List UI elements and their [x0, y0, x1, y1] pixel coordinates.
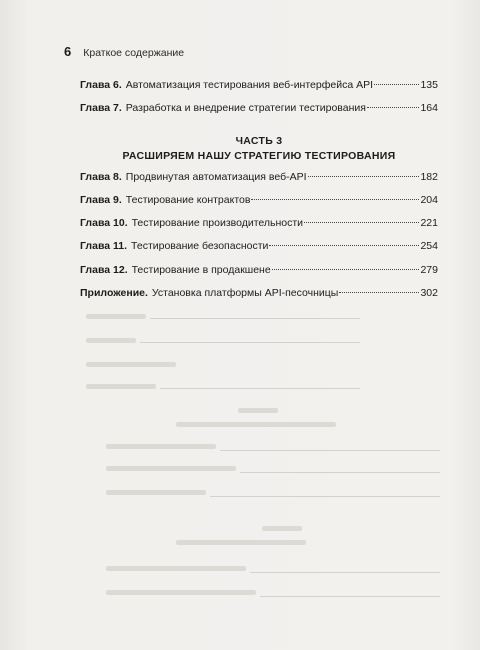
toc-entry	[80, 101, 438, 115]
part-heading	[80, 135, 438, 162]
page-number: 6	[64, 44, 72, 59]
toc-entry-title: Установка платформы API-песочницы	[151, 287, 339, 299]
toc-entry-label: Глава 7.	[80, 102, 122, 114]
toc-entry-label: Приложение.	[80, 287, 148, 299]
toc-entry-page: 135	[420, 79, 438, 91]
toc-entry-title: Разработка и внедрение стратегии тестирования	[125, 102, 366, 114]
leader-dots	[367, 107, 420, 108]
toc-entry-title: Тестирование безопасности	[131, 240, 269, 252]
toc-entry	[80, 263, 438, 277]
toc-entry-page: 164	[420, 102, 438, 114]
leader-dots	[272, 269, 420, 270]
page-header	[64, 44, 184, 59]
toc-entry-title: Тестирование производительности	[131, 217, 304, 229]
leader-dots	[374, 84, 419, 85]
toc-entry-page: 221	[420, 217, 438, 229]
toc-entry-page: 182	[420, 171, 438, 183]
show-through-texture	[0, 300, 480, 650]
toc-entry-label: Глава 11.	[80, 240, 128, 252]
leader-dots	[304, 222, 419, 223]
toc-entry-page: 279	[420, 264, 438, 276]
toc-entry-label: Глава 6.	[80, 79, 122, 91]
leader-dots	[308, 176, 420, 177]
toc-entry-page: 254	[420, 240, 438, 252]
toc-entry-title: Автоматизация тестирования веб-интерфейса API	[125, 79, 374, 91]
toc-entry	[80, 239, 438, 253]
toc-entry-label: Глава 9.	[80, 194, 122, 206]
toc-entry	[80, 216, 438, 230]
toc-entry-label: Глава 12.	[80, 264, 128, 276]
toc-entry-title: Тестирование контрактов	[125, 194, 251, 206]
toc-entry-label: Глава 8.	[80, 171, 122, 183]
toc-entry-label: Глава 10.	[80, 217, 128, 229]
toc-entry-title: Тестирование в продакшене	[131, 264, 271, 276]
part-title: ЧАСТЬ 3	[235, 135, 283, 147]
running-title: Краткое содержание	[83, 47, 185, 59]
toc-entry	[80, 286, 438, 300]
toc-entry-title: Продвинутая автоматизация веб-API	[125, 171, 307, 183]
toc-entry-page: 302	[420, 287, 438, 299]
toc-entry	[80, 193, 438, 207]
leader-dots	[339, 292, 419, 293]
part-subtitle: РАСШИРЯЕМ НАШУ СТРАТЕГИЮ ТЕСТИРОВАНИЯ	[122, 150, 396, 162]
toc-entry-page: 204	[420, 194, 438, 206]
toc-entry	[80, 78, 438, 92]
leader-dots	[251, 199, 419, 200]
toc-entry	[80, 170, 438, 184]
leader-dots	[269, 245, 419, 246]
